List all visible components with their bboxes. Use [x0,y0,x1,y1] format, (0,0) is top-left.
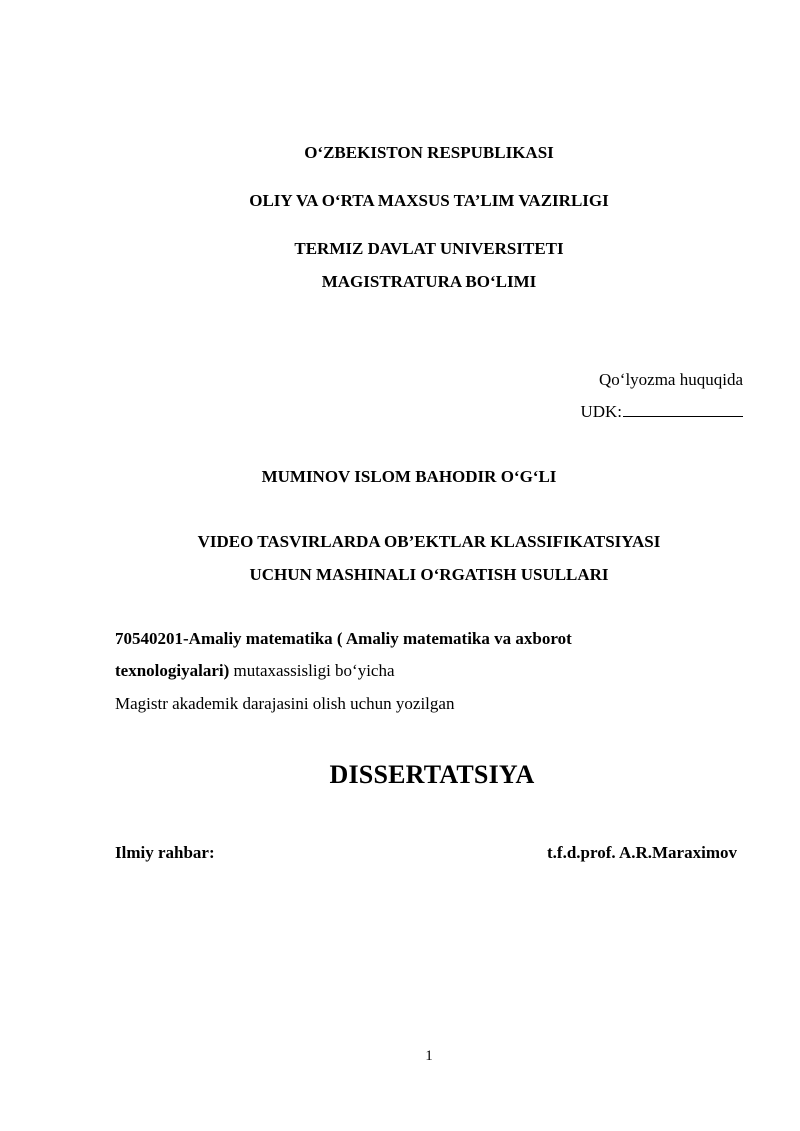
supervisor-name: t.f.d.prof. A.R.Maraximov [547,843,737,862]
degree-purpose-line: Magistr akademik darajasini olish uchun yozilgan [115,694,455,713]
department-heading: MAGISTRATURA BO‘LIMI [321,272,537,291]
specialty-line-2 [115,661,395,681]
specialty-line-1: 70540201-Amaliy matematika ( Amaliy matematika va axborot [115,629,572,648]
specialty-field-name: texnologiyalari) [115,661,230,680]
thesis-title-line-1: VIDEO TASVIRLARDA OB’EKTLAR KLASSIFIKATSIYASI [197,532,661,551]
udk-line [580,402,743,422]
author-name: MUMINOV ISLOM BAHODIR O‘G‘LI [261,467,557,486]
university-heading: TERMIZ DAVLAT UNIVERSITETI [294,239,564,258]
document-type-title: DISSERTATSIYA [329,760,535,789]
republic-heading: O‘ZBEKISTON RESPUBLIKASI [304,143,554,162]
page-number: 1 [425,1048,433,1064]
supervisor-label: Ilmiy rahbar: [115,843,215,862]
udk-label: UDK: [580,402,622,421]
ministry-heading: OLIY VA O‘RTA MAXSUS TA’LIM VAZIRLIGI [249,191,609,210]
thesis-title-line-2: UCHUN MASHINALI O‘RGATISH USULLARI [249,565,609,584]
specialty-suffix: mutaxassisligi bo‘yicha [229,661,395,680]
udk-blank-line [623,402,743,417]
manuscript-rights-label: Qo‘lyozma huquqida [599,370,743,389]
